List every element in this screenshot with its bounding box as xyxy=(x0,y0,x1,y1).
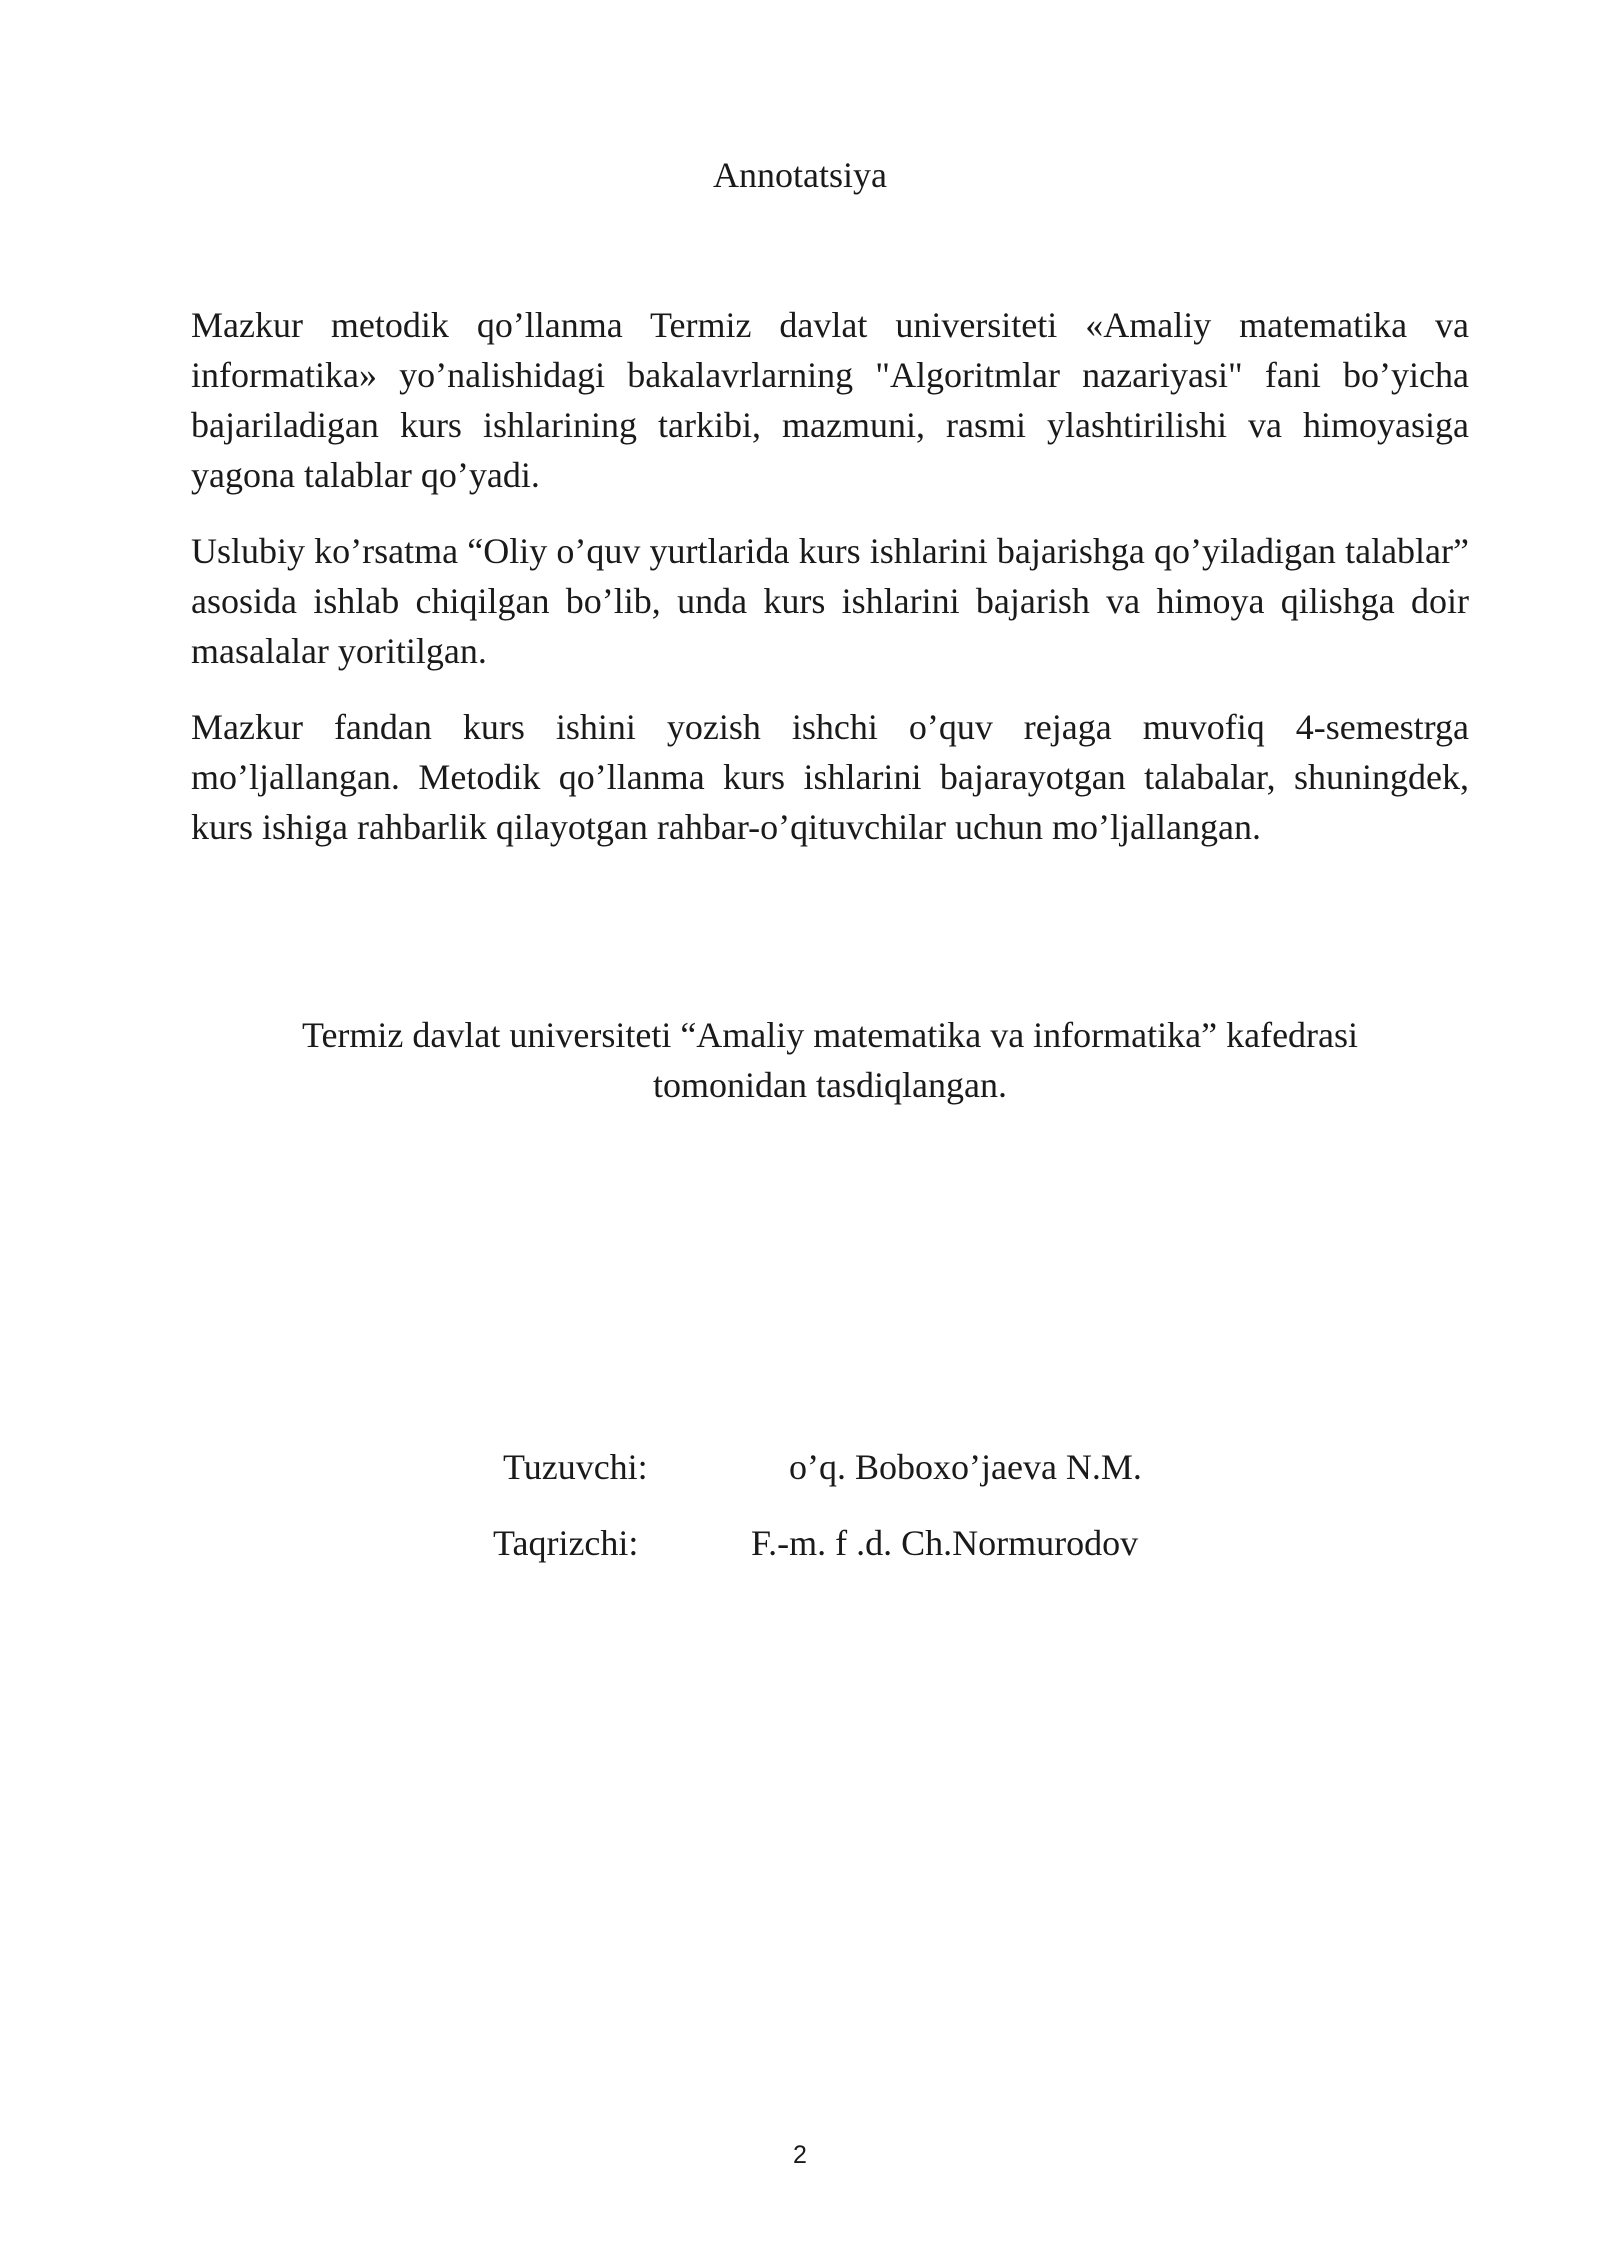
paragraph-3: Mazkur fandan kurs ishini yozish ishchi o’quv rejaga muvofiq 4-semestrga mo’ljallangan. Metodik qo’llanma kurs ishlarini bajarayotgan talabalar, shuningdek, kurs ishiga rahbarlik qilayotgan rahbar-o’qituvchilar uchun mo’ljallangan. xyxy=(191,707,1469,847)
approval-note xyxy=(191,1010,1469,1110)
approval-line-2: tomonidan tasdiqlangan. xyxy=(653,1065,1007,1105)
reviewer-name: F.-m. f .d. Ch.Normurodov xyxy=(751,1523,1139,1563)
page-title: Annotatsiya xyxy=(713,155,887,195)
paragraph-2: Uslubiy ko’rsatma “Oliy o’quv yurtlarida kurs ishlarini bajarishga qo’yiladigan talablar” asosida ishlab chiqilgan bo’lib, unda kurs ishlarini bajarish va himoya qilishga doir masalalar yoritilgan. xyxy=(191,531,1469,671)
paragraph-1: Mazkur metodik qo’llanma Termiz davlat universiteti «Amaliy matematika va informatika» yo’nalishidagi bakalavrlarning "Algoritmlar nazariyasi" fani bo’yicha bajariladigan kurs ishlarining tarkibi, mazmuni, rasmi ylashtirilishi va himoyasiga yagona talablar qo’yadi. xyxy=(191,305,1469,495)
approval-line-1: Termiz davlat universiteti “Amaliy matematika va informatika” kafedrasi xyxy=(301,1015,1359,1055)
page-number: 2 xyxy=(793,2141,807,2169)
compiler-label: Tuzuvchi: xyxy=(503,1447,648,1487)
annotation-body xyxy=(191,300,1469,878)
reviewer-label: Taqrizchi: xyxy=(493,1523,639,1563)
compiler-name: o’q. Boboxo’jaeva N.M. xyxy=(789,1447,1142,1487)
